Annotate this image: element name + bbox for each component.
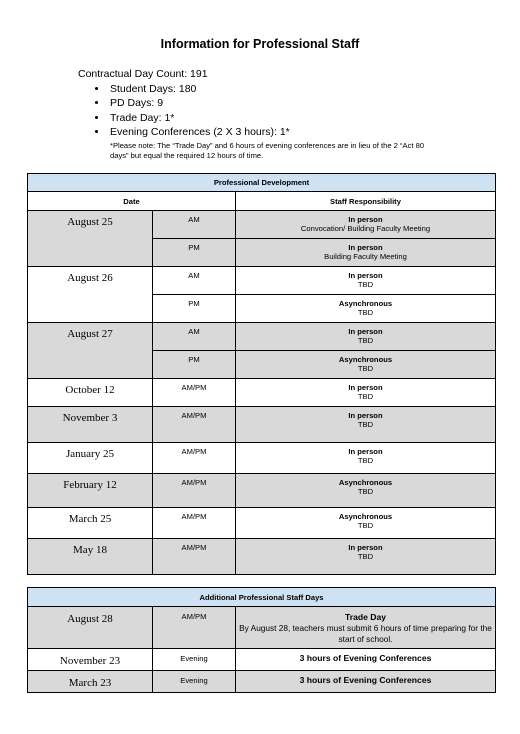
mode: In person bbox=[348, 411, 383, 420]
col-header-responsibility: Staff Responsibility bbox=[236, 192, 496, 211]
responsibility-cell bbox=[236, 443, 496, 474]
table-row bbox=[28, 607, 496, 649]
time-cell: PM bbox=[153, 295, 236, 323]
conference-title: 3 hours of Evening Conferences bbox=[299, 653, 432, 663]
date-cell: November 23 bbox=[28, 649, 153, 671]
mode: In person bbox=[348, 243, 383, 252]
mode: In person bbox=[348, 543, 383, 552]
list-item: • Trade Day: 1* bbox=[108, 111, 440, 126]
detail: Convocation/ Building Faculty Meeting bbox=[300, 224, 431, 233]
responsibility-cell bbox=[236, 267, 496, 295]
list-item: • PD Days: 9 bbox=[108, 96, 440, 111]
mode: In person bbox=[348, 447, 383, 456]
date-cell: August 26 bbox=[28, 267, 153, 323]
detail: TBD bbox=[357, 552, 374, 561]
responsibility-cell bbox=[236, 671, 496, 693]
table-row bbox=[28, 443, 496, 474]
detail: TBD bbox=[357, 308, 374, 317]
detail: TBD bbox=[357, 336, 374, 345]
mode: Asynchronous bbox=[338, 299, 393, 308]
responsibility-cell bbox=[236, 474, 496, 508]
date-cell: March 23 bbox=[28, 671, 153, 693]
time-cell: AM/PM bbox=[153, 539, 236, 575]
time-cell: AM/PM bbox=[153, 508, 236, 539]
time-cell: AM/PM bbox=[153, 379, 236, 407]
mode: Asynchronous bbox=[338, 355, 393, 364]
time-cell: Evening bbox=[153, 649, 236, 671]
time-cell: AM bbox=[153, 211, 236, 239]
responsibility-cell bbox=[236, 539, 496, 575]
detail: TBD bbox=[357, 392, 374, 401]
responsibility-cell bbox=[236, 295, 496, 323]
time-cell: AM/PM bbox=[153, 607, 236, 649]
responsibility-cell bbox=[236, 323, 496, 351]
trade-day-title: Trade Day bbox=[344, 612, 387, 622]
table-row bbox=[28, 649, 496, 671]
detail: TBD bbox=[357, 280, 374, 289]
intro-section bbox=[78, 67, 440, 161]
additional-days-table bbox=[27, 587, 496, 693]
time-cell: AM bbox=[153, 267, 236, 295]
time-cell: PM bbox=[153, 351, 236, 379]
table-row bbox=[28, 379, 496, 407]
time-cell: AM/PM bbox=[153, 474, 236, 508]
date-cell: January 25 bbox=[28, 443, 153, 474]
note: *Please note: The “Trade Day” and 6 hours of evening conferences are in lieu of the 2 “Act 80 days” but equal the required 12 hours of time. bbox=[110, 140, 425, 160]
mode: In person bbox=[348, 383, 383, 392]
responsibility-cell bbox=[236, 508, 496, 539]
day-breakdown-list bbox=[78, 82, 440, 140]
pd-table bbox=[27, 173, 496, 575]
responsibility-cell bbox=[236, 607, 496, 649]
table-row bbox=[28, 474, 496, 508]
day-count: Contractual Day Count: 191 bbox=[78, 68, 208, 80]
date-cell: November 3 bbox=[28, 407, 153, 443]
detail: TBD bbox=[357, 364, 374, 373]
date-cell: August 25 bbox=[28, 211, 153, 267]
date-cell: October 12 bbox=[28, 379, 153, 407]
table-row bbox=[28, 211, 496, 239]
date-cell: February 12 bbox=[28, 474, 153, 508]
detail: TBD bbox=[357, 521, 374, 530]
time-cell: AM/PM bbox=[153, 443, 236, 474]
detail: Building Faculty Meeting bbox=[324, 252, 407, 261]
detail: TBD bbox=[357, 456, 374, 465]
col-header-date: Date bbox=[28, 192, 236, 211]
responsibility-cell bbox=[236, 407, 496, 443]
pd-table-header: Professional Development bbox=[28, 174, 496, 192]
list-item: • Evening Conferences (2 X 3 hours): 1* bbox=[108, 125, 440, 140]
list-item: • Student Days: 180 bbox=[108, 82, 440, 97]
detail: TBD bbox=[357, 420, 374, 429]
responsibility-cell bbox=[236, 649, 496, 671]
date-cell: August 27 bbox=[28, 323, 153, 379]
date-cell: August 28 bbox=[28, 607, 153, 649]
page-title: Information for Professional Staff bbox=[160, 37, 360, 51]
responsibility-cell bbox=[236, 211, 496, 239]
table-row bbox=[28, 407, 496, 443]
mode: In person bbox=[348, 215, 383, 224]
table-row bbox=[28, 539, 496, 575]
time-cell: PM bbox=[153, 239, 236, 267]
time-cell: Evening bbox=[153, 671, 236, 693]
responsibility-cell bbox=[236, 351, 496, 379]
date-cell: March 25 bbox=[28, 508, 153, 539]
mode: In person bbox=[348, 327, 383, 336]
table-row bbox=[28, 671, 496, 693]
responsibility-cell bbox=[236, 379, 496, 407]
mode: Asynchronous bbox=[338, 478, 393, 487]
time-cell: AM bbox=[153, 323, 236, 351]
table-row bbox=[28, 508, 496, 539]
mode: In person bbox=[348, 271, 383, 280]
additional-table-header: Additional Professional Staff Days bbox=[28, 588, 496, 607]
table-row bbox=[28, 267, 496, 295]
responsibility-cell bbox=[236, 239, 496, 267]
conference-title: 3 hours of Evening Conferences bbox=[299, 675, 432, 685]
time-cell: AM/PM bbox=[153, 407, 236, 443]
detail: By August 28, teachers must submit 6 hours of time preparing for the start of school. bbox=[239, 623, 492, 644]
mode: Asynchronous bbox=[338, 512, 393, 521]
detail: TBD bbox=[357, 487, 374, 496]
table-row bbox=[28, 323, 496, 351]
date-cell: May 18 bbox=[28, 539, 153, 575]
